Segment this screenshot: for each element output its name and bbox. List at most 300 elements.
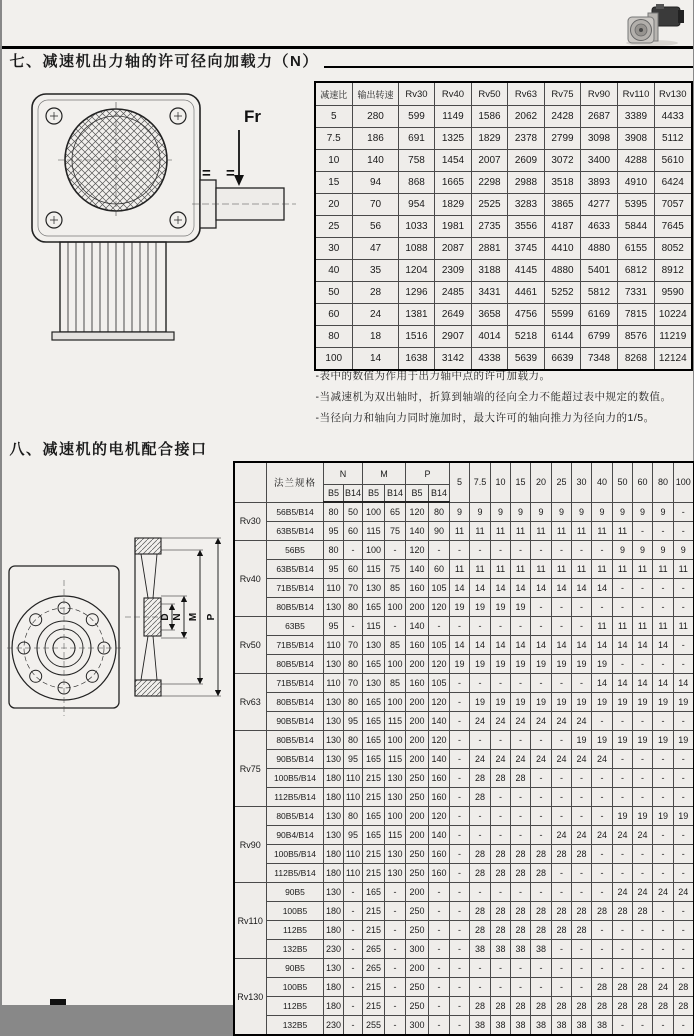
shaft-dia-value: 19 <box>674 807 694 826</box>
dim-value: 100 <box>385 655 406 674</box>
dim-value: 130 <box>324 883 344 902</box>
shaft-dia-value: - <box>572 541 592 560</box>
dim-value: 130 <box>363 579 385 598</box>
shaft-dia-value: - <box>470 674 491 693</box>
load-value: 4338 <box>472 348 508 371</box>
shaft-dia-value: - <box>572 807 592 826</box>
dim-value: 75 <box>385 522 406 541</box>
flange-spec: 112B5 <box>267 921 324 940</box>
shaft-dia-value: - <box>592 541 613 560</box>
dim-value: 50 <box>344 502 363 522</box>
load-value: 4461 <box>508 282 545 304</box>
load-value: 4288 <box>618 150 655 172</box>
dim-value: 165 <box>363 693 385 712</box>
shaft-dia-value: - <box>592 598 613 617</box>
dim-value: 140 <box>429 750 450 769</box>
shaft-dia-value: - <box>633 845 653 864</box>
load-value: 7057 <box>655 194 692 216</box>
dim-value: 160 <box>429 864 450 883</box>
load-value: 12124 <box>655 348 692 371</box>
shaft-dia-value: 28 <box>511 902 531 921</box>
radial-load-figure <box>22 82 304 350</box>
shaft-dia-value: 11 <box>572 522 592 541</box>
load-value: 1325 <box>435 128 472 150</box>
shaft-dia-value: - <box>470 731 491 750</box>
dim-value: 130 <box>385 788 406 807</box>
dim-value: 180 <box>324 788 344 807</box>
flange-table-row <box>234 959 694 978</box>
flange-spec: 80B5/B14 <box>267 598 324 617</box>
dim-value: 250 <box>406 788 429 807</box>
shaft-dia-value: - <box>592 921 613 940</box>
load-value: 4410 <box>545 238 581 260</box>
dim-value: 120 <box>429 731 450 750</box>
dim-value: 200 <box>406 750 429 769</box>
load-value: 8912 <box>655 260 692 282</box>
shaft-dia-value: 19 <box>491 693 511 712</box>
load-value: 3072 <box>545 150 581 172</box>
radial-table-row <box>315 282 692 304</box>
radial-col-header: Rv130 <box>655 82 692 106</box>
shaft-dia-value: - <box>674 959 694 978</box>
load-value: 6639 <box>545 348 581 371</box>
shaft-dia-value: - <box>511 959 531 978</box>
shaft-dia-value: - <box>511 978 531 997</box>
flange-table-row <box>234 902 694 921</box>
shaft-dia-value: - <box>572 598 592 617</box>
shaft-dia-value: 9 <box>450 502 470 522</box>
flange-table-row <box>234 845 694 864</box>
shaft-dia-value: - <box>572 978 592 997</box>
shaft-dia-value: 14 <box>531 579 552 598</box>
shaft-dia-value: 38 <box>491 1016 511 1036</box>
dim-value: - <box>429 959 450 978</box>
flange-spec: 80B5/B14 <box>267 693 324 712</box>
load-value: 4433 <box>655 106 692 128</box>
shaft-dia-value: 14 <box>633 636 653 655</box>
shaft-dia-value: - <box>592 807 613 826</box>
shaft-dia-value: - <box>450 959 470 978</box>
dim-value: 100 <box>385 731 406 750</box>
dim-value: 110 <box>324 674 344 693</box>
dim-value: 180 <box>324 921 344 940</box>
shaft-dia-value: - <box>572 940 592 959</box>
note-line: -当减速机为双出轴时，折算到轴端的径向全力不能超过表中规定的数值。 <box>316 387 691 408</box>
shaft-dia-value: 14 <box>552 636 572 655</box>
shaft-dia-value: - <box>674 921 694 940</box>
shaft-dia-value: 9 <box>531 502 552 522</box>
mount-type-header: B14 <box>344 485 363 503</box>
shaft-dia-value: - <box>633 864 653 883</box>
shaft-dia-value: 24 <box>511 750 531 769</box>
dim-value: - <box>344 921 363 940</box>
shaft-dia-value: 11 <box>491 560 511 579</box>
shaft-dia-value: 28 <box>633 902 653 921</box>
flange-spec: 80B5/B14 <box>267 731 324 750</box>
shaft-dia-value: 11 <box>450 522 470 541</box>
dim-value: 160 <box>406 579 429 598</box>
shaft-dia-value: - <box>531 959 552 978</box>
shaft-dia-value: - <box>491 826 511 845</box>
dim-value: 250 <box>406 997 429 1016</box>
shaft-dia-value: 11 <box>592 522 613 541</box>
load-value: 2525 <box>472 194 508 216</box>
dim-value: 100 <box>385 598 406 617</box>
dim-value: 130 <box>324 712 344 731</box>
top-rule <box>2 46 693 49</box>
dim-value: 110 <box>344 769 363 788</box>
shaft-dia-value: 28 <box>572 921 592 940</box>
dim-value: - <box>429 997 450 1016</box>
speed-value: 28 <box>353 282 399 304</box>
flange-spec: 90B4/B14 <box>267 826 324 845</box>
cooling-ribs <box>52 242 174 340</box>
shaft-dia-value: 28 <box>470 845 491 864</box>
dim-value: 85 <box>385 579 406 598</box>
shaft-dia-value: - <box>511 883 531 902</box>
dim-value: 215 <box>363 788 385 807</box>
shaft-dia-value: - <box>450 978 470 997</box>
ratio-value: 50 <box>315 282 353 304</box>
shaft-dia-value: - <box>450 883 470 902</box>
shaft-dia-value: - <box>592 864 613 883</box>
load-value: 5812 <box>581 282 618 304</box>
flange-table-row <box>234 617 694 636</box>
flange-table-row <box>234 940 694 959</box>
dim-value: 215 <box>363 978 385 997</box>
shaft-dia-value: - <box>633 959 653 978</box>
model-label: Rv90 <box>234 807 267 883</box>
dim-value: 105 <box>429 579 450 598</box>
load-value: 11219 <box>655 326 692 348</box>
shaft-dia-value: - <box>633 1016 653 1036</box>
shaft-dia-value: 14 <box>450 579 470 598</box>
shaft-dia-value: - <box>674 902 694 921</box>
load-value: 1981 <box>435 216 472 238</box>
shaft-dia-value: - <box>674 655 694 674</box>
shaft-dia-value: 28 <box>491 997 511 1016</box>
shaft-dia-value: 38 <box>470 1016 491 1036</box>
shaft-dia-value: - <box>572 769 592 788</box>
dim-value: - <box>385 997 406 1016</box>
shaft-dia-value: 28 <box>491 864 511 883</box>
shaft-dia-value: 14 <box>511 579 531 598</box>
force-arrow <box>234 175 244 186</box>
ratio-value: 100 <box>315 348 353 371</box>
model-label: Rv30 <box>234 502 267 541</box>
shaft-dia-value: 11 <box>470 560 491 579</box>
flange-table-row <box>234 560 694 579</box>
shaft-dia-value: 28 <box>552 845 572 864</box>
load-value: 1638 <box>399 348 435 371</box>
shaft-dia-value: - <box>552 598 572 617</box>
flange-table-row <box>234 769 694 788</box>
shaft-dia-value: - <box>674 940 694 959</box>
shaft-dia-value: - <box>450 750 470 769</box>
shaft-dia-value: 38 <box>572 1016 592 1036</box>
shaft-dia-value: 14 <box>470 579 491 598</box>
shaft-dia-value: - <box>633 579 653 598</box>
speed-value: 24 <box>353 304 399 326</box>
load-value: 1381 <box>399 304 435 326</box>
flange-table-row <box>234 750 694 769</box>
radial-table-row <box>315 216 692 238</box>
dim-value: 130 <box>324 807 344 826</box>
shaft-dia-value: 11 <box>491 522 511 541</box>
ratio-column-header: 7.5 <box>470 462 491 502</box>
load-value: 4187 <box>545 216 581 238</box>
radial-table-row <box>315 304 692 326</box>
dim-value: 95 <box>344 826 363 845</box>
speed-value: 56 <box>353 216 399 238</box>
shaft-dia-value: 38 <box>491 940 511 959</box>
dim-value: 100 <box>385 807 406 826</box>
load-value: 4633 <box>581 216 618 238</box>
shaft-dia-value: 14 <box>531 636 552 655</box>
dim-value: - <box>429 883 450 902</box>
dim-value: 80 <box>429 502 450 522</box>
note-line: -表中的数值为作用于出力轴中点的许可加载力。 <box>316 366 691 387</box>
shaft-dia-value: - <box>653 712 674 731</box>
load-value: 1665 <box>435 172 472 194</box>
gear-reducer-photo <box>612 3 688 47</box>
shaft-dia-value: 38 <box>592 1016 613 1036</box>
dim-value: - <box>385 959 406 978</box>
shaft-dia-value: - <box>552 788 572 807</box>
dim-value: 130 <box>324 731 344 750</box>
shaft-dia-value: - <box>552 959 572 978</box>
load-value: 758 <box>399 150 435 172</box>
shaft-dia-value: 19 <box>613 807 633 826</box>
load-value: 3908 <box>618 128 655 150</box>
shaft-dia-value: 24 <box>491 750 511 769</box>
dim-value: 130 <box>324 959 344 978</box>
flange-spec: 132B5 <box>267 940 324 959</box>
shaft-dia-value: - <box>450 845 470 864</box>
load-value: 5252 <box>545 282 581 304</box>
shaft-dia-value: - <box>592 788 613 807</box>
model-label: Rv50 <box>234 617 267 674</box>
shaft-dia-value: 14 <box>653 636 674 655</box>
dim-value: 115 <box>385 750 406 769</box>
shaft-dia-value: 28 <box>633 997 653 1016</box>
load-value: 3283 <box>508 194 545 216</box>
scan-artifact <box>50 999 66 1005</box>
shaft-dia-value: 19 <box>613 693 633 712</box>
dim-value: 215 <box>363 845 385 864</box>
radial-table-row <box>315 326 692 348</box>
shaft-dia-value: - <box>613 1016 633 1036</box>
dim-value: 105 <box>429 636 450 655</box>
flange-spec: 63B5/B14 <box>267 522 324 541</box>
shaft-dia-value: 28 <box>572 845 592 864</box>
radial-table-row <box>315 106 692 128</box>
load-value: 1088 <box>399 238 435 260</box>
dim-value: 215 <box>363 997 385 1016</box>
dim-value: 80 <box>324 541 344 560</box>
flange-spec: 112B5/B14 <box>267 788 324 807</box>
load-value: 2609 <box>508 150 545 172</box>
shaft-dia-value: - <box>450 769 470 788</box>
load-value: 2007 <box>472 150 508 172</box>
flange-table-row <box>234 598 694 617</box>
load-value: 2881 <box>472 238 508 260</box>
shaft-dia-value: 28 <box>491 902 511 921</box>
dim-value: 200 <box>406 712 429 731</box>
dim-value: 140 <box>406 617 429 636</box>
radial-col-header: Rv75 <box>545 82 581 106</box>
dim-value: 200 <box>406 883 429 902</box>
shaft-dia-value: - <box>613 598 633 617</box>
load-value: 5112 <box>655 128 692 150</box>
shaft-dia-value: - <box>531 826 552 845</box>
flange-spec: 63B5 <box>267 617 324 636</box>
shaft-dia-value: 28 <box>491 845 511 864</box>
shaft-dia-value: - <box>450 674 470 693</box>
ratio-column-header: 100 <box>674 462 694 502</box>
dim-value: 130 <box>324 598 344 617</box>
dim-value: 300 <box>406 1016 429 1036</box>
load-value: 4756 <box>508 304 545 326</box>
shaft-dia-value: - <box>674 769 694 788</box>
flange-table-row <box>234 921 694 940</box>
dim-value: 95 <box>344 712 363 731</box>
shaft-dia-value: - <box>552 617 572 636</box>
load-value: 8576 <box>618 326 655 348</box>
dim-value: 130 <box>385 864 406 883</box>
radial-table-row <box>315 260 692 282</box>
shaft-dia-value: 14 <box>491 579 511 598</box>
shaft-dia-value: - <box>653 921 674 940</box>
dim-value: 180 <box>324 902 344 921</box>
dim-value: 215 <box>363 921 385 940</box>
load-value: 5844 <box>618 216 655 238</box>
shaft-dia-value: 14 <box>450 636 470 655</box>
shaft-dia-value: 11 <box>674 560 694 579</box>
dim-value: 200 <box>406 959 429 978</box>
dim-value: 165 <box>363 826 385 845</box>
load-value: 2062 <box>508 106 545 128</box>
speed-value: 70 <box>353 194 399 216</box>
load-value: 2087 <box>435 238 472 260</box>
dim-value: 165 <box>363 655 385 674</box>
shaft-dia-value: 11 <box>613 617 633 636</box>
dim-value: 165 <box>363 750 385 769</box>
dim-value: 105 <box>429 674 450 693</box>
shaft-dia-value: 28 <box>653 997 674 1016</box>
shaft-dia-value: - <box>613 959 633 978</box>
load-value: 9590 <box>655 282 692 304</box>
dim-value: 110 <box>344 788 363 807</box>
dim-value: - <box>385 902 406 921</box>
dim-value: 115 <box>385 712 406 731</box>
shaft-dia-value: - <box>592 883 613 902</box>
shaft-dia-value: 19 <box>653 693 674 712</box>
section7-title-rule <box>324 66 693 68</box>
load-value: 1296 <box>399 282 435 304</box>
shaft-dia-value: - <box>450 807 470 826</box>
shaft-dia-value: 14 <box>653 674 674 693</box>
dim-value: - <box>344 959 363 978</box>
mount-type-header: B14 <box>385 485 406 503</box>
dim-value: 165 <box>363 712 385 731</box>
load-value: 691 <box>399 128 435 150</box>
shaft-dia-value: - <box>470 617 491 636</box>
speed-value: 14 <box>353 348 399 371</box>
shaft-dia-value: 19 <box>592 731 613 750</box>
shaft-dia-value: 24 <box>633 883 653 902</box>
shaft-dia-value: - <box>674 864 694 883</box>
flange-spec: 71B5/B14 <box>267 579 324 598</box>
dim-value: 60 <box>344 522 363 541</box>
shaft-dia-value: 14 <box>674 674 694 693</box>
shaft-dia-value: 28 <box>470 921 491 940</box>
note-line: -当径向力和轴向力同时施加时，最大许可的轴向推力为径向力的1/5。 <box>316 408 691 429</box>
load-value: 2735 <box>472 216 508 238</box>
dim-value: - <box>429 541 450 560</box>
load-value: 2799 <box>545 128 581 150</box>
shaft-dia-value: - <box>633 769 653 788</box>
dim-value: 120 <box>429 655 450 674</box>
speed-value: 94 <box>353 172 399 194</box>
load-value: 6424 <box>655 172 692 194</box>
dim-value: 165 <box>363 807 385 826</box>
shaft-dia-value: 24 <box>653 883 674 902</box>
shaft-dia-value: 24 <box>552 712 572 731</box>
shaft-dia-value: 24 <box>552 750 572 769</box>
shaft-dia-value: 24 <box>613 826 633 845</box>
shaft-dia-value: 38 <box>552 1016 572 1036</box>
dim-value: - <box>344 902 363 921</box>
shaft-dia-value: 14 <box>592 636 613 655</box>
load-value: 2649 <box>435 304 472 326</box>
dim-value: 95 <box>344 750 363 769</box>
shaft-dia-value: 19 <box>491 598 511 617</box>
shaft-dia-value: - <box>552 940 572 959</box>
dim-value: - <box>344 997 363 1016</box>
flange-spec: 112B5/B14 <box>267 864 324 883</box>
flange-spec: 132B5 <box>267 1016 324 1036</box>
shaft-dia-value: - <box>450 617 470 636</box>
ratio-value: 40 <box>315 260 353 282</box>
shaft-dia-value: 28 <box>674 997 694 1016</box>
shaft-dia-value: 19 <box>572 655 592 674</box>
ratio-value: 5 <box>315 106 353 128</box>
dim-value: 215 <box>363 769 385 788</box>
ratio-column-header: 80 <box>653 462 674 502</box>
flange-table-row <box>234 864 694 883</box>
load-value: 3658 <box>472 304 508 326</box>
shaft-dia-value: - <box>613 750 633 769</box>
shaft-dia-value: 11 <box>511 560 531 579</box>
shaft-dia-value: - <box>470 541 491 560</box>
shaft-dia-value: - <box>633 598 653 617</box>
catalog-page <box>2 0 693 1005</box>
load-value: 4880 <box>581 238 618 260</box>
shaft-dia-value: 9 <box>491 502 511 522</box>
dim-value: 200 <box>406 655 429 674</box>
radial-table-row <box>315 194 692 216</box>
shaft-dia-value: 11 <box>531 560 552 579</box>
shaft-dia-value: - <box>674 598 694 617</box>
dim-label-n: N <box>172 613 183 620</box>
shaft-dia-value: - <box>491 978 511 997</box>
section7-title: 七、减速机出力轴的许可径向加载力（N） <box>10 50 319 71</box>
shaft-dia-value: - <box>450 940 470 959</box>
shaft-dia-value: - <box>450 997 470 1016</box>
dim-value: 130 <box>363 674 385 693</box>
dim-value: 80 <box>344 731 363 750</box>
